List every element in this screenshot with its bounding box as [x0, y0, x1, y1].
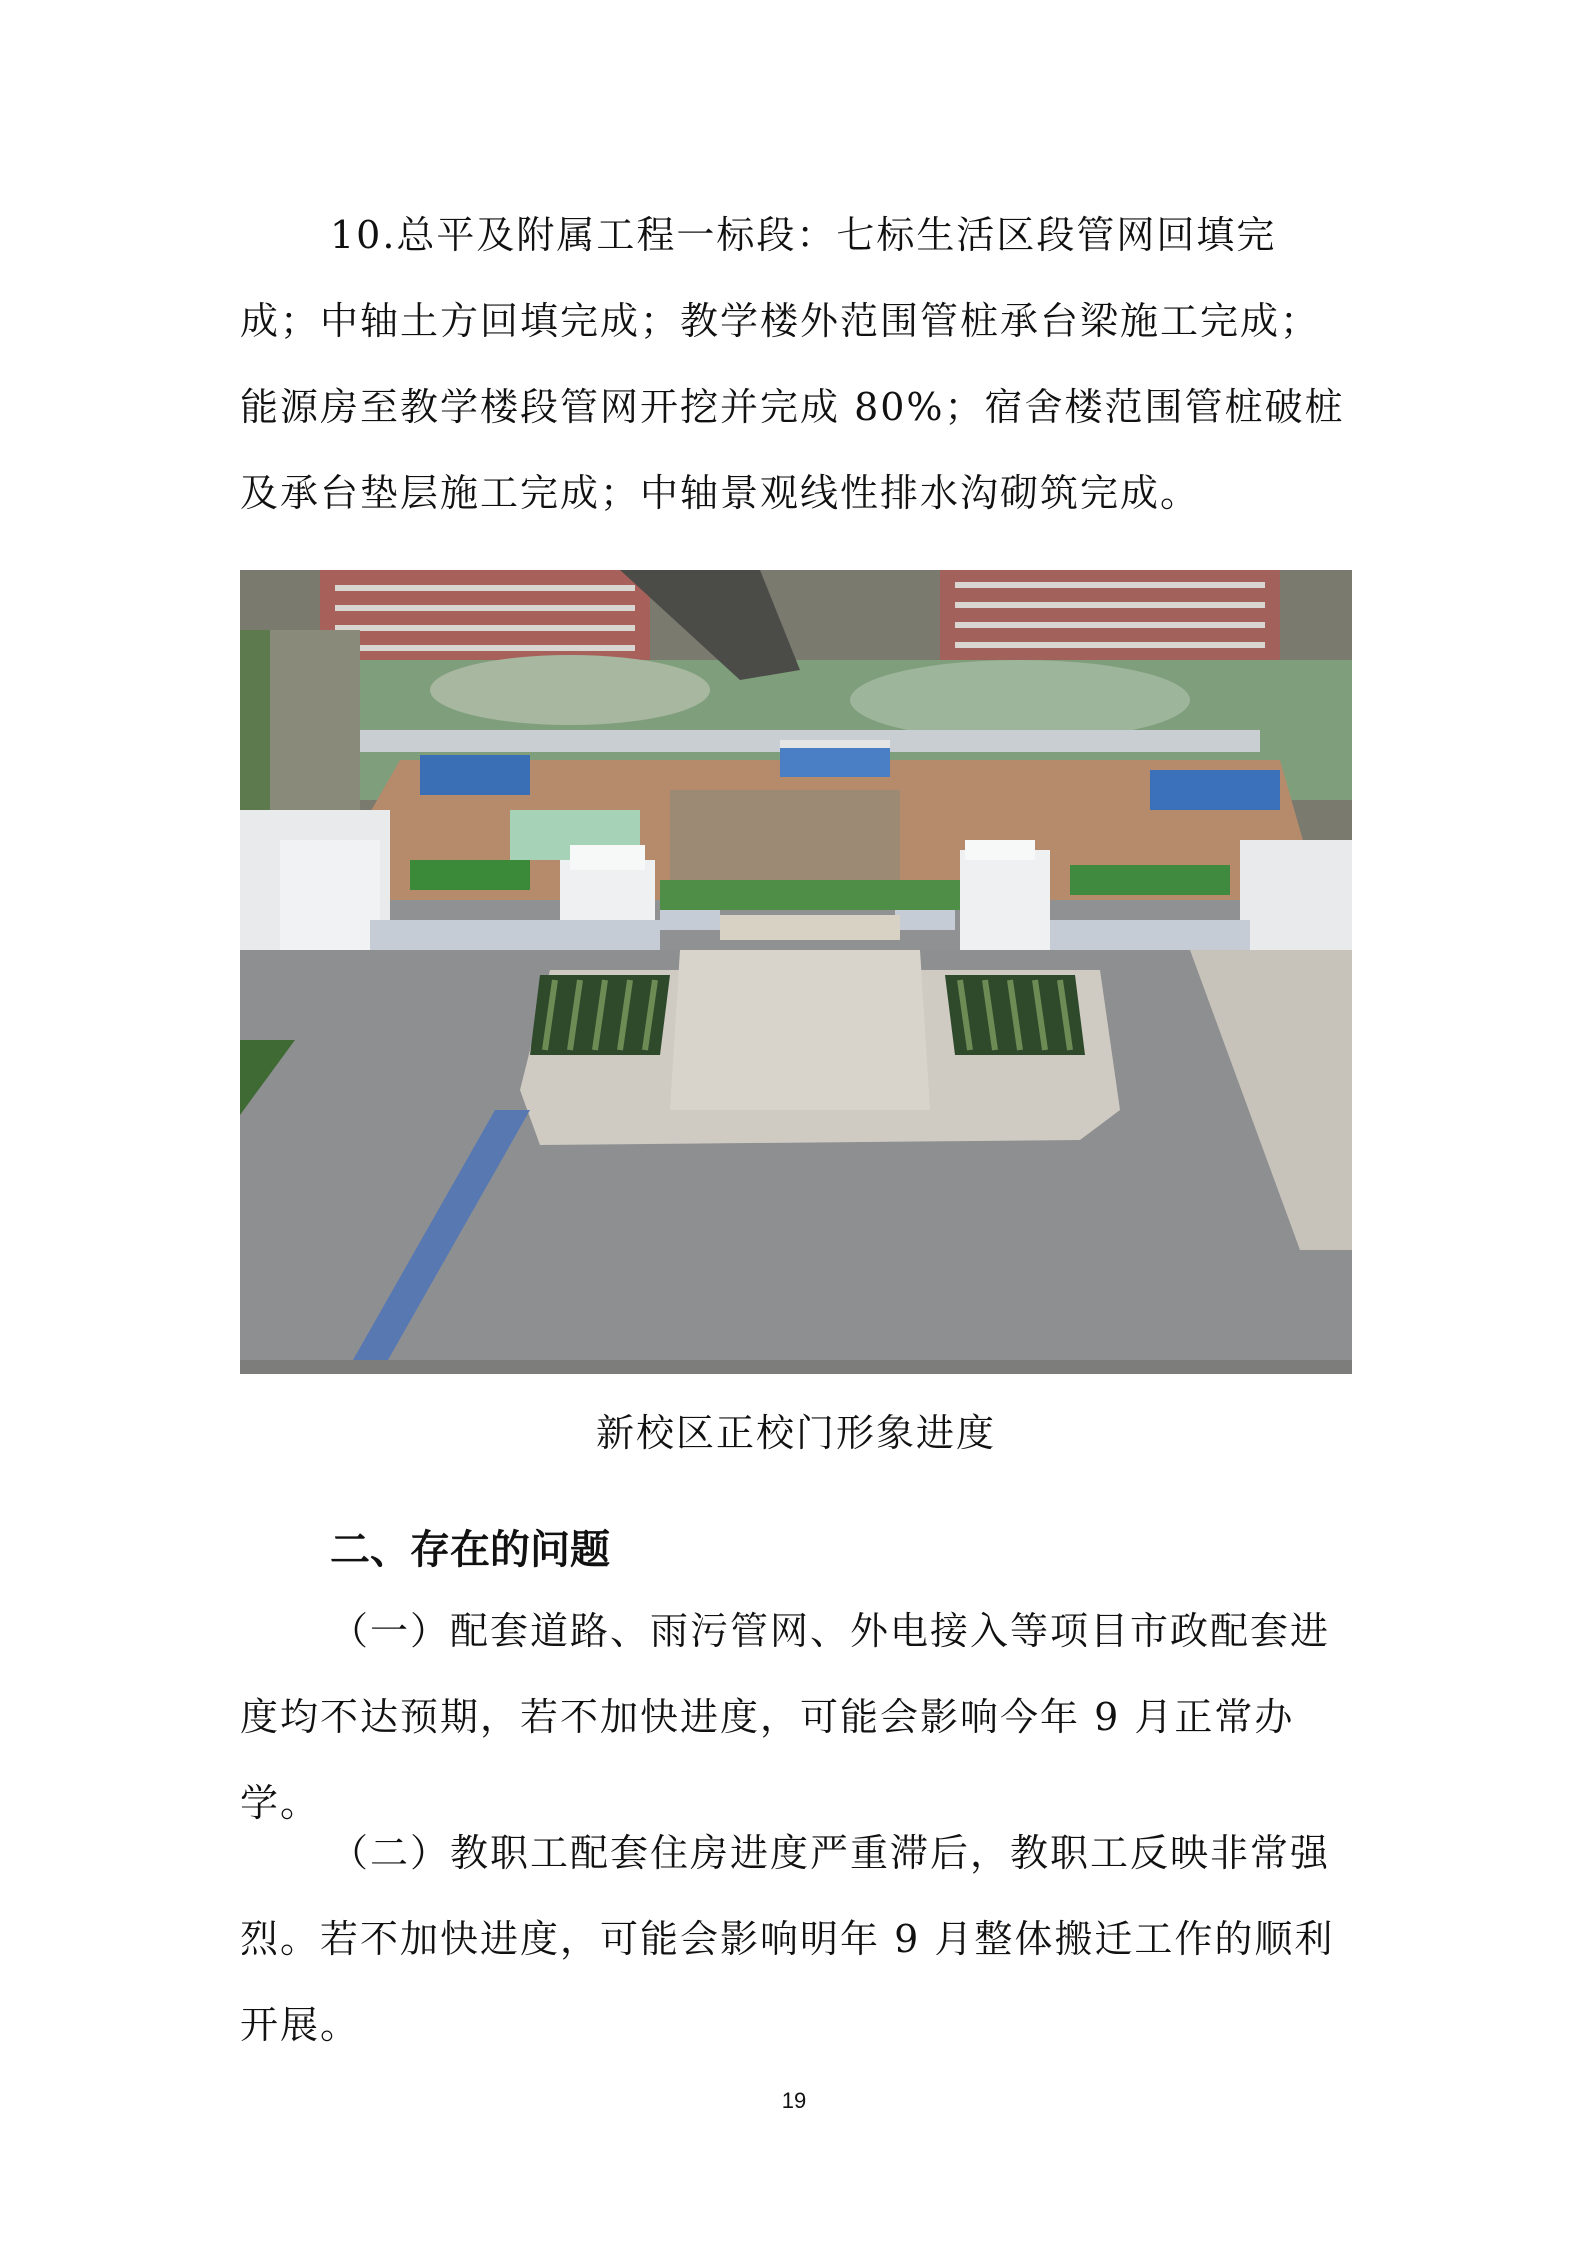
section-heading-issues: 二、存在的问题: [330, 1527, 610, 1573]
issue-paragraph-1: （一）配套道路、雨污管网、外电接入等项目市政配套进度均不达预期，若不加快进度，可能会影响今年 9 月正常办学。: [240, 1609, 1331, 1825]
photo-caption: 新校区正校门形象进度: [595, 1411, 996, 1455]
campus-gate-photo: [240, 570, 1352, 1374]
issue-paragraph-2: （二）教职工配套住房进度严重滞后，教职工反映非常强烈。若不加快进度，可能会影响明年 9 月整体搬迁工作的顺利开展。: [240, 1831, 1335, 2047]
paragraph-section-10: 10.总平及附属工程一标段：七标生活区段管网回填完成；中轴土方回填完成；教学楼外范围管桩承台梁施工完成；能源房至教学楼段管网开挖并完成 80%；宿舍楼范围管桩破桩及承台垫层施工完成；中轴景观线性排水沟砌筑完成。: [240, 213, 1345, 515]
page-number: 19: [781, 2088, 807, 2113]
